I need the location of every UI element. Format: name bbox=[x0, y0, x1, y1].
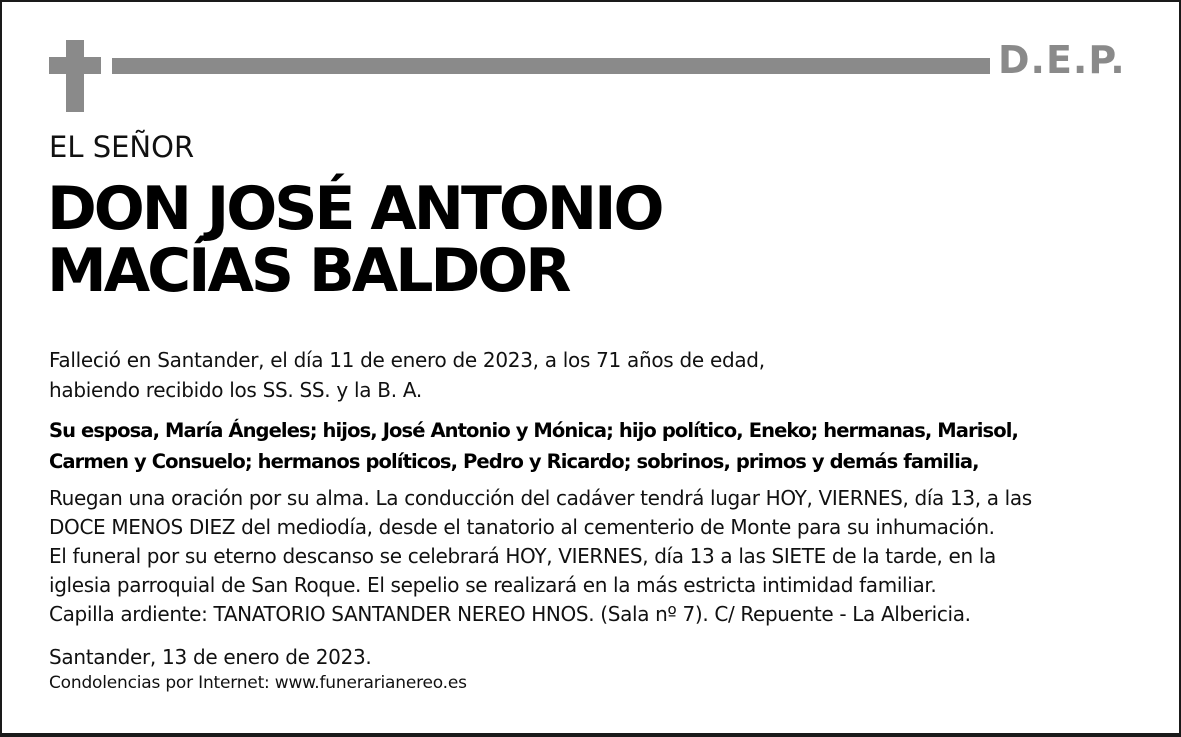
header-rule bbox=[112, 58, 990, 74]
death-notice-line: Falleció en Santander, el día 11 de enero de 2023, a los 71 años de edad, bbox=[49, 348, 765, 372]
deceased-name-line: DON JOSÉ ANTONIO bbox=[47, 174, 662, 244]
service-details bbox=[49, 484, 1032, 629]
service-line: iglesia parroquial de San Roque. El sepelio se realizará en la más estricta intimidad familiar. bbox=[49, 573, 937, 597]
deceased-name bbox=[47, 174, 662, 306]
service-line: Ruegan una oración por su alma. La conducción del cadáver tendrá lugar HOY, VIERNES, día 13, a las bbox=[49, 486, 1032, 510]
service-line: DOCE MENOS DIEZ del mediodía, desde el tanatorio al cementerio de Monte para su inhumación. bbox=[49, 515, 995, 539]
condolences-line: Condolencias por Internet: www.funerarianereo.es bbox=[49, 673, 467, 693]
deceased-name-line: MACÍAS BALDOR bbox=[47, 236, 569, 306]
service-line: Capilla ardiente: TANATORIO SANTANDER NEREO HNOS. (Sala nº 7). C/ Repuente - La Albericia. bbox=[49, 602, 971, 626]
death-notice bbox=[49, 345, 765, 405]
service-line: El funeral por su eterno descanso se celebrará HOY, VIERNES, día 13 a las SIETE de la tarde, en la bbox=[49, 544, 996, 568]
family-list bbox=[49, 415, 1018, 477]
family-line: Su esposa, María Ángeles; hijos, José Antonio y Mónica; hijo político, Eneko; hermanas, Marisol, bbox=[49, 419, 1019, 442]
family-line: Carmen y Consuelo; hermanos políticos, Pedro y Ricardo; sobrinos, primos y demás familia, bbox=[49, 450, 979, 473]
dep-label: D.E.P. bbox=[998, 38, 1126, 82]
dateline: Santander, 13 de enero de 2023. bbox=[49, 645, 372, 669]
honorific: EL SEÑOR bbox=[49, 130, 195, 164]
death-notice-line: habiendo recibido los SS. SS. y la B. A. bbox=[49, 378, 422, 402]
latin-cross-icon bbox=[49, 40, 101, 112]
